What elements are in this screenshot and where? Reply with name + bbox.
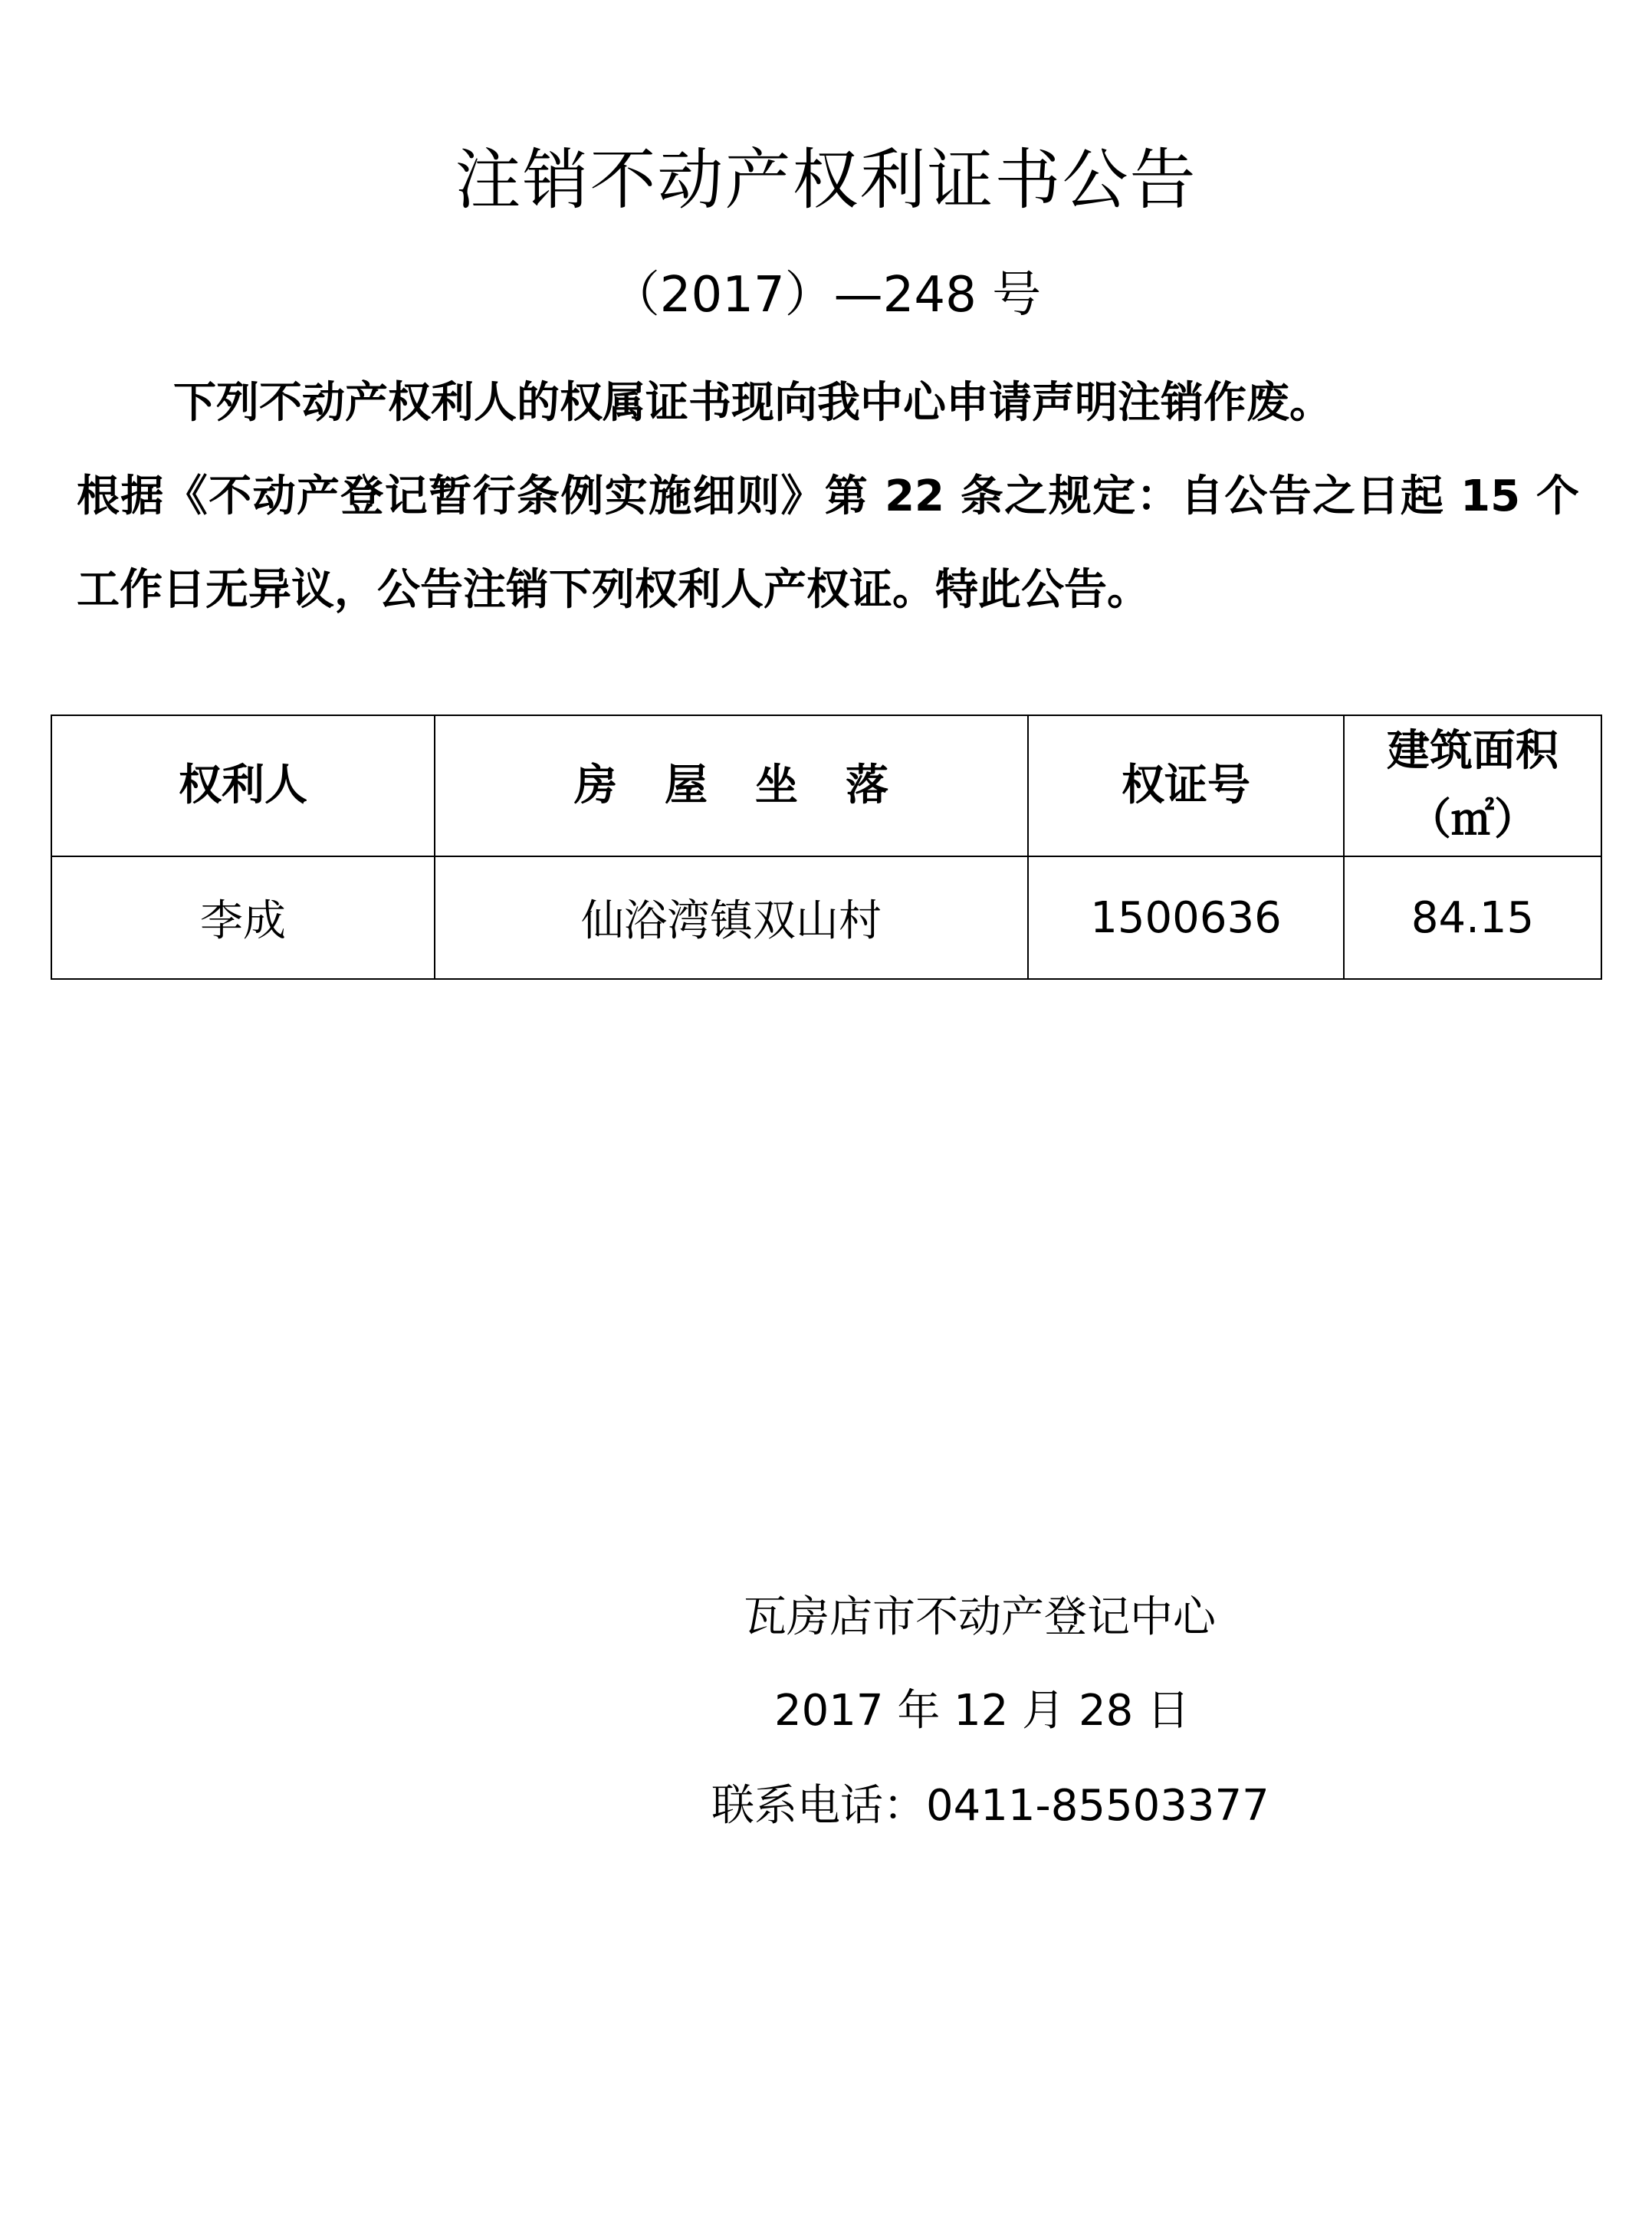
cell-location: 仙浴湾镇双山村 bbox=[435, 856, 1028, 979]
paragraph-line-1: 下列不动产权利人的权属证书现向我中心申请声明注销作废。 bbox=[173, 378, 1332, 428]
header-area-label: 建筑面积 bbox=[1387, 726, 1558, 776]
notice-number: （2017）—248 号 bbox=[610, 267, 1042, 324]
header-location bbox=[435, 715, 1028, 856]
cell-cert-no: 1500636 bbox=[1028, 856, 1344, 979]
header-holder: 权利人 bbox=[51, 715, 435, 856]
issuing-organization: 瓦房店市不动产登记中心 bbox=[744, 1592, 1216, 1642]
header-location-label: 房屋坐落 bbox=[574, 761, 936, 810]
table-header-row bbox=[51, 715, 1601, 856]
notice-title: 注销不动产权利证书公告 bbox=[455, 142, 1197, 218]
cell-holder: 李成 bbox=[51, 856, 435, 979]
header-cert-no: 权证号 bbox=[1028, 715, 1344, 856]
paragraph-rest: 根据《不动产登记暂行条例实施细则》第 22 条之规定：自公告之日起 15 个工作日无异议，公告注销下列权利人产权证。特此公告。 bbox=[77, 471, 1579, 615]
table-row bbox=[51, 856, 1601, 979]
header-area bbox=[1344, 715, 1601, 856]
issue-date: 2017 年 12 月 28 日 bbox=[774, 1686, 1191, 1736]
header-area-unit: （㎡） bbox=[1408, 795, 1537, 845]
notice-paragraph bbox=[77, 356, 1579, 637]
cell-area: 84.15 bbox=[1344, 856, 1601, 979]
contact-phone: 联系电话：0411-85503377 bbox=[711, 1781, 1269, 1831]
records-table bbox=[51, 715, 1602, 980]
